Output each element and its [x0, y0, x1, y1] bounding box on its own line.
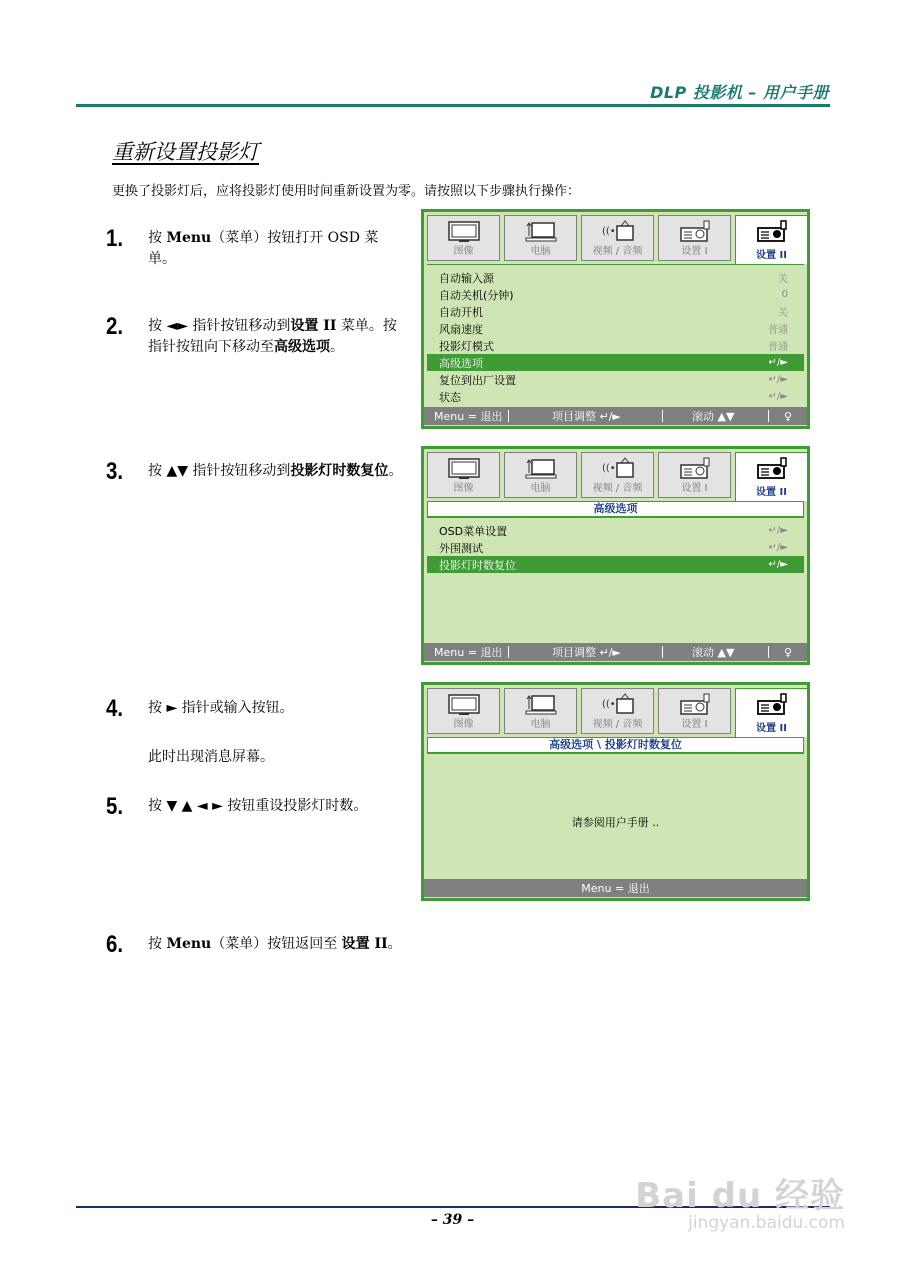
osd-menu-settings-2 [421, 209, 810, 429]
step-4 [106, 696, 406, 722]
menu-item-value: ↵/► [768, 542, 788, 553]
footer-adjust: 项目调整 ↵/► [552, 646, 621, 659]
tab-settings-1[interactable] [658, 452, 731, 498]
step-number: 3. [106, 458, 124, 485]
menu-item-label: 自动开机 [439, 305, 483, 319]
footer-separator [768, 646, 769, 658]
step-1 [106, 226, 406, 270]
tab-video-audio[interactable] [581, 215, 654, 261]
menu-item-value: ↵/► [768, 559, 788, 570]
tab-label: 设置 II [756, 250, 787, 261]
osd-submenu-title: 高级选项 \ 投影灯时数复位 [427, 737, 804, 753]
menu-item-label: 自动输入源 [439, 271, 494, 285]
footer-end-icon: ♀ [784, 645, 793, 659]
menu-item-value: ↵/► [768, 525, 788, 536]
menu-item[interactable] [427, 556, 804, 573]
tab-label: 视频 / 音频 [592, 246, 643, 257]
tab-label: 视频 / 音频 [592, 719, 643, 730]
step-number: 6. [106, 931, 124, 958]
step-text: 按 ▼ ▲ ◄ ► 按钮重设投影灯时数。 [148, 798, 368, 814]
menu-item-label: 外围测试 [439, 541, 483, 555]
footer-end-icon: ♀ [784, 409, 793, 423]
osd-message-area [427, 753, 804, 879]
tab-label: 设置 I [681, 719, 708, 730]
tab-video-audio[interactable] [581, 688, 654, 734]
svg-text:((•: ((• [601, 226, 616, 237]
menu-item[interactable] [427, 388, 804, 405]
osd-footer [424, 407, 807, 425]
footer-scroll: 滚动 ▲▼ [692, 646, 735, 659]
footer-adjust: 项目调整 ↵/► [552, 410, 621, 423]
svg-text:((•: ((• [601, 699, 616, 710]
menu-item-label: 自动关机(分钟) [439, 288, 514, 302]
header-rule [76, 104, 830, 107]
menu-item[interactable] [427, 371, 804, 388]
step-number: 4. [106, 695, 124, 722]
tab-label: 电脑 [530, 719, 551, 730]
tab-settings-2[interactable] [735, 215, 808, 264]
step-text: 按 ◄► 指针按钮移动到设置 II 菜单。按指针按钮向下移动至高级选项。 [148, 318, 397, 355]
osd-menu-list [427, 517, 804, 643]
osd-menu-lamp-reset [421, 682, 810, 901]
tab-computer[interactable] [504, 215, 577, 261]
osd-tab-strip [424, 212, 807, 264]
tab-computer[interactable] [504, 452, 577, 498]
menu-item-label: 状态 [439, 390, 461, 404]
step-6 [106, 932, 406, 958]
menu-item-value: 关 [778, 274, 788, 285]
tab-label: 电脑 [530, 246, 551, 257]
watermark [635, 1168, 845, 1233]
footer-scroll: 滚动 ▲▼ [692, 410, 735, 423]
menu-item-label: 投影灯模式 [439, 339, 494, 353]
tab-image[interactable] [427, 688, 500, 734]
menu-item[interactable] [427, 320, 804, 337]
menu-item[interactable] [427, 337, 804, 354]
footer-exit: Menu = 退出 [434, 410, 503, 423]
menu-item-value: 关 [778, 308, 788, 319]
menu-item[interactable] [427, 286, 804, 303]
osd-menu-advanced [421, 446, 810, 665]
tab-label: 图像 [453, 719, 474, 730]
menu-item-value: 0 [781, 289, 788, 300]
step-text: 按 Menu（菜单）按钮打开 OSD 菜单。 [148, 230, 379, 267]
menu-item[interactable] [427, 522, 804, 539]
tab-label: 设置 I [681, 246, 708, 257]
svg-text:((•: ((• [601, 463, 616, 474]
tab-label: 设置 II [756, 487, 787, 498]
page-number: – 39 – [430, 1212, 475, 1228]
tab-label: 图像 [453, 483, 474, 494]
step-number: 5. [106, 793, 124, 820]
step-4-note: 此时出现消息屏幕。 [148, 749, 274, 765]
osd-submenu-title: 高级选项 [427, 501, 804, 517]
tab-settings-2[interactable] [735, 452, 808, 501]
menu-item-label: 高级选项 [439, 356, 483, 370]
menu-item-label: 投影灯时数复位 [439, 558, 516, 572]
menu-item[interactable] [427, 354, 804, 371]
menu-item[interactable] [427, 303, 804, 320]
footer-separator [508, 646, 509, 658]
watermark-url: jingyan.baidu.com [688, 1213, 845, 1233]
step-number: 2. [106, 313, 124, 340]
menu-item-label: 风扇速度 [439, 322, 483, 336]
tab-label: 电脑 [530, 483, 551, 494]
menu-item-value: ↵/► [768, 374, 788, 385]
tab-settings-1[interactable] [658, 688, 731, 734]
intro-text: 更换了投影灯后，应将投影灯使用时间重新设置为零。请按照以下步骤执行操作： [112, 184, 581, 199]
footer-separator [508, 410, 509, 422]
footer-exit: Menu = 退出 [434, 646, 503, 659]
step-number: 1. [106, 225, 124, 252]
footer-separator [768, 410, 769, 422]
header-title: DLP 投影机 – 用户手册 [650, 83, 829, 102]
osd-tab-strip [424, 449, 807, 501]
footer-separator [662, 646, 663, 658]
footer-exit: Menu = 退出 [581, 882, 650, 895]
menu-item-value: ↵/► [768, 357, 788, 368]
step-text: 按 ▲▼ 指针按钮移动到投影灯时数复位。 [148, 463, 403, 479]
step-text: 按 Menu（菜单）按钮返回至 设置 II。 [148, 936, 402, 952]
tab-label: 图像 [453, 246, 474, 257]
step-5 [106, 794, 406, 820]
tab-image[interactable] [427, 215, 500, 261]
tab-image[interactable] [427, 452, 500, 498]
watermark-brand: Bai du 经验 [635, 1176, 845, 1216]
menu-item[interactable] [427, 539, 804, 556]
menu-item-value: ↵/► [768, 391, 788, 402]
tab-label: 设置 I [681, 483, 708, 494]
section-title: 重新设置投影灯 [112, 140, 259, 164]
step-text: 按 ► 指针或输入按钮。 [148, 700, 294, 716]
step-3 [106, 459, 406, 485]
step-2 [106, 314, 406, 358]
tab-settings-1[interactable] [658, 215, 731, 261]
tab-label: 设置 II [756, 723, 787, 734]
tab-computer[interactable] [504, 688, 577, 734]
footer-separator [662, 410, 663, 422]
osd-footer [424, 879, 807, 897]
menu-item-label: 复位到出厂设置 [439, 373, 516, 387]
tab-label: 视频 / 音频 [592, 483, 643, 494]
menu-item-value: 普通 [768, 325, 788, 336]
osd-tab-strip [424, 685, 807, 737]
osd-menu-list [427, 264, 804, 407]
osd-message: 请参阅用户手册 .. [571, 816, 660, 829]
menu-item[interactable] [427, 269, 804, 286]
osd-footer [424, 643, 807, 661]
menu-item-label: OSD菜单设置 [439, 524, 508, 538]
tab-video-audio[interactable] [581, 452, 654, 498]
menu-item-value: 普通 [768, 342, 788, 353]
tab-settings-2[interactable] [735, 688, 808, 737]
